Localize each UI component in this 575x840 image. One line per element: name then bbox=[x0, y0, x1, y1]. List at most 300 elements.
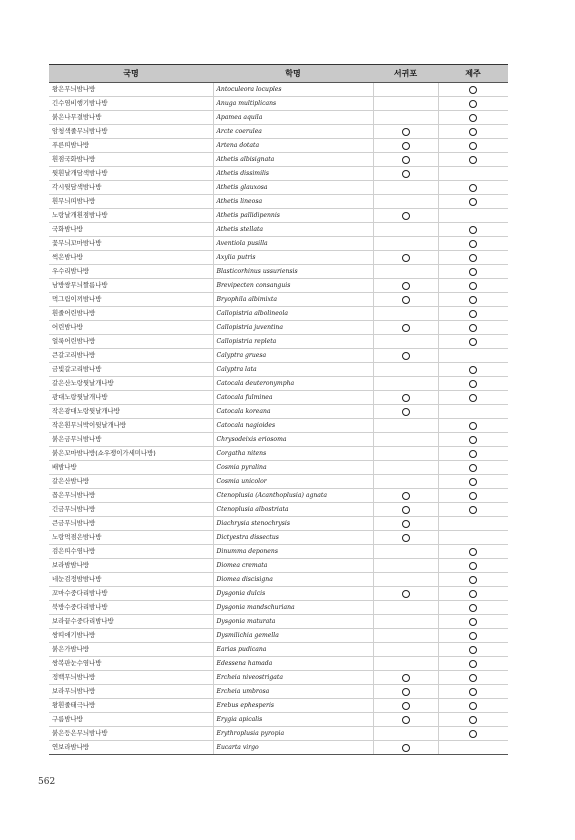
presence-circle-icon bbox=[469, 702, 477, 710]
scientific-name-cell: Corgatha nitens bbox=[213, 447, 373, 461]
korean-name-cell: 왕은무늬밤나방 bbox=[49, 83, 213, 97]
korean-name-cell: 우수리밤나방 bbox=[49, 265, 213, 279]
seogwipo-cell bbox=[373, 139, 438, 153]
presence-circle-icon bbox=[469, 240, 477, 248]
presence-circle-icon bbox=[469, 100, 477, 108]
jeju-cell bbox=[438, 251, 508, 265]
jeju-cell bbox=[438, 181, 508, 195]
seogwipo-cell bbox=[373, 573, 438, 587]
scientific-name-cell: Catocala koreana bbox=[213, 405, 373, 419]
korean-name-cell: 어린밤나방 bbox=[49, 321, 213, 335]
table-row bbox=[49, 489, 508, 503]
jeju-cell bbox=[438, 629, 508, 643]
seogwipo-cell bbox=[373, 713, 438, 727]
species-table bbox=[49, 64, 508, 755]
korean-name-cell: 큰금무늬밤나방 bbox=[49, 517, 213, 531]
jeju-cell bbox=[438, 615, 508, 629]
presence-circle-icon bbox=[402, 520, 410, 528]
table-body bbox=[49, 83, 508, 755]
presence-circle-icon bbox=[469, 254, 477, 262]
table-row bbox=[49, 97, 508, 111]
korean-name-cell: 긴수염비행기밤나방 bbox=[49, 97, 213, 111]
table-row bbox=[49, 279, 508, 293]
korean-name-cell: 붉은가밤나방 bbox=[49, 643, 213, 657]
presence-circle-icon bbox=[469, 142, 477, 150]
korean-name-cell: 각시뒷담색밤나방 bbox=[49, 181, 213, 195]
scientific-name-cell: Athetis glauxosa bbox=[213, 181, 373, 195]
scientific-name-cell: Cosmia unicolor bbox=[213, 475, 373, 489]
seogwipo-cell bbox=[373, 251, 438, 265]
presence-circle-icon bbox=[402, 156, 410, 164]
presence-circle-icon bbox=[469, 590, 477, 598]
scientific-name-cell: Cosmia pyralina bbox=[213, 461, 373, 475]
table-row bbox=[49, 685, 508, 699]
korean-name-cell: 구름밤나방 bbox=[49, 713, 213, 727]
presence-circle-icon bbox=[402, 716, 410, 724]
seogwipo-cell bbox=[373, 293, 438, 307]
seogwipo-cell bbox=[373, 405, 438, 419]
table-row bbox=[49, 111, 508, 125]
presence-circle-icon bbox=[469, 730, 477, 738]
scientific-name-cell: Callopistria repleta bbox=[213, 335, 373, 349]
korean-name-cell: 쌍띠애기밤나방 bbox=[49, 629, 213, 643]
presence-circle-icon bbox=[402, 674, 410, 682]
korean-name-cell: 보라무늬밤나방 bbox=[49, 685, 213, 699]
table-row bbox=[49, 713, 508, 727]
scientific-name-cell: Dysgonia mandschuriana bbox=[213, 601, 373, 615]
jeju-cell bbox=[438, 377, 508, 391]
presence-circle-icon bbox=[469, 576, 477, 584]
presence-circle-icon bbox=[469, 618, 477, 626]
korean-name-cell: 배밤나방 bbox=[49, 461, 213, 475]
jeju-cell bbox=[438, 517, 508, 531]
scientific-name-cell: Aventiola pusilla bbox=[213, 237, 373, 251]
seogwipo-cell bbox=[373, 475, 438, 489]
seogwipo-cell bbox=[373, 363, 438, 377]
korean-name-cell: 얼룩어린밤나방 bbox=[49, 335, 213, 349]
seogwipo-cell bbox=[373, 559, 438, 573]
korean-name-cell: 꼽은무늬밤나방 bbox=[49, 489, 213, 503]
scientific-name-cell: Ctenoplusia (Acanthoplusia) agnata bbox=[213, 489, 373, 503]
presence-circle-icon bbox=[402, 492, 410, 500]
seogwipo-cell bbox=[373, 195, 438, 209]
table-row bbox=[49, 601, 508, 615]
scientific-name-cell: Diomea cremata bbox=[213, 559, 373, 573]
table-row bbox=[49, 83, 508, 97]
table-row bbox=[49, 447, 508, 461]
table-row bbox=[49, 727, 508, 741]
seogwipo-cell bbox=[373, 615, 438, 629]
presence-circle-icon bbox=[469, 198, 477, 206]
scientific-name-cell: Dysmilichia gemella bbox=[213, 629, 373, 643]
table-row bbox=[49, 573, 508, 587]
korean-name-cell: 긴금무늬밤나방 bbox=[49, 503, 213, 517]
seogwipo-cell bbox=[373, 83, 438, 97]
jeju-cell bbox=[438, 489, 508, 503]
jeju-cell bbox=[438, 545, 508, 559]
table-row bbox=[49, 223, 508, 237]
korean-name-cell: 흰무늬띠밤나방 bbox=[49, 195, 213, 209]
jeju-cell bbox=[438, 111, 508, 125]
korean-name-cell: 꼬마수중다리밤나방 bbox=[49, 587, 213, 601]
table-row bbox=[49, 699, 508, 713]
korean-name-cell: 노랑먹점은밤나방 bbox=[49, 531, 213, 545]
seogwipo-cell bbox=[373, 671, 438, 685]
presence-circle-icon bbox=[469, 548, 477, 556]
jeju-cell bbox=[438, 503, 508, 517]
presence-circle-icon bbox=[469, 282, 477, 290]
jeju-cell bbox=[438, 349, 508, 363]
table-row bbox=[49, 587, 508, 601]
table-row bbox=[49, 335, 508, 349]
scientific-name-cell: Dysgonia dulcis bbox=[213, 587, 373, 601]
presence-circle-icon bbox=[402, 534, 410, 542]
jeju-cell bbox=[438, 699, 508, 713]
presence-circle-icon bbox=[402, 506, 410, 514]
seogwipo-cell bbox=[373, 307, 438, 321]
table-row bbox=[49, 615, 508, 629]
jeju-cell bbox=[438, 685, 508, 699]
jeju-cell bbox=[438, 433, 508, 447]
korean-name-cell: 금빛갈고리밤나방 bbox=[49, 363, 213, 377]
scientific-name-cell: Dictyestra dissectus bbox=[213, 531, 373, 545]
korean-name-cell: 북방수중다리밤나방 bbox=[49, 601, 213, 615]
korean-name-cell: 붉은등은무늬밤나방 bbox=[49, 727, 213, 741]
presence-circle-icon bbox=[469, 450, 477, 458]
jeju-cell bbox=[438, 741, 508, 755]
scientific-name-cell: Dinumma deponens bbox=[213, 545, 373, 559]
species-table-container bbox=[49, 64, 508, 755]
seogwipo-cell bbox=[373, 153, 438, 167]
korean-name-cell: 광대노랑뒷날개나방 bbox=[49, 391, 213, 405]
jeju-cell bbox=[438, 307, 508, 321]
jeju-cell bbox=[438, 419, 508, 433]
scientific-name-cell: Ctenoplusia albostriata bbox=[213, 503, 373, 517]
scientific-name-cell: Athetis stellata bbox=[213, 223, 373, 237]
jeju-cell bbox=[438, 153, 508, 167]
korean-name-cell: 작은광대노랑뒷날개나방 bbox=[49, 405, 213, 419]
presence-circle-icon bbox=[469, 128, 477, 136]
jeju-cell bbox=[438, 223, 508, 237]
korean-name-cell: 국화밤나방 bbox=[49, 223, 213, 237]
table-row bbox=[49, 517, 508, 531]
jeju-cell bbox=[438, 573, 508, 587]
scientific-name-cell: Dysgonia maturata bbox=[213, 615, 373, 629]
korean-name-cell: 작은흰무늬박이뒷날개나방 bbox=[49, 419, 213, 433]
korean-name-cell: 꽃무늬꼬마밤나방 bbox=[49, 237, 213, 251]
seogwipo-cell bbox=[373, 349, 438, 363]
jeju-cell bbox=[438, 83, 508, 97]
presence-circle-icon bbox=[469, 268, 477, 276]
seogwipo-cell bbox=[373, 209, 438, 223]
table-row bbox=[49, 293, 508, 307]
korean-name-cell: 먹그림이끼밤나방 bbox=[49, 293, 213, 307]
seogwipo-cell bbox=[373, 125, 438, 139]
table-row bbox=[49, 377, 508, 391]
jeju-cell bbox=[438, 643, 508, 657]
presence-circle-icon bbox=[469, 562, 477, 570]
presence-circle-icon bbox=[469, 296, 477, 304]
table-row bbox=[49, 671, 508, 685]
presence-circle-icon bbox=[469, 226, 477, 234]
seogwipo-cell bbox=[373, 111, 438, 125]
presence-circle-icon bbox=[469, 646, 477, 654]
seogwipo-cell bbox=[373, 237, 438, 251]
korean-name-cell: 썩은밤나방 bbox=[49, 251, 213, 265]
presence-circle-icon bbox=[469, 114, 477, 122]
presence-circle-icon bbox=[469, 394, 477, 402]
scientific-name-cell: Callopistria juventina bbox=[213, 321, 373, 335]
table-row bbox=[49, 251, 508, 265]
table-row bbox=[49, 125, 508, 139]
presence-circle-icon bbox=[469, 492, 477, 500]
table-row bbox=[49, 195, 508, 209]
page-number: 562 bbox=[38, 777, 56, 787]
scientific-name-cell: Antoculeora locuples bbox=[213, 83, 373, 97]
seogwipo-cell bbox=[373, 447, 438, 461]
table-row bbox=[49, 545, 508, 559]
jeju-cell bbox=[438, 475, 508, 489]
presence-circle-icon bbox=[402, 128, 410, 136]
scientific-name-cell: Athetis dissimilis bbox=[213, 167, 373, 181]
jeju-cell bbox=[438, 139, 508, 153]
seogwipo-cell bbox=[373, 223, 438, 237]
presence-circle-icon bbox=[402, 352, 410, 360]
scientific-name-cell: Anuga multiplicans bbox=[213, 97, 373, 111]
seogwipo-cell bbox=[373, 643, 438, 657]
seogwipo-cell bbox=[373, 167, 438, 181]
korean-name-cell: 왕흰줄태극나방 bbox=[49, 699, 213, 713]
korean-name-cell: 큰갈고리밤나방 bbox=[49, 349, 213, 363]
korean-name-cell: 푸른띠밤나방 bbox=[49, 139, 213, 153]
presence-circle-icon bbox=[469, 436, 477, 444]
jeju-cell bbox=[438, 237, 508, 251]
seogwipo-cell bbox=[373, 545, 438, 559]
scientific-name-cell: Calyptra gruesa bbox=[213, 349, 373, 363]
korean-name-cell: 연보라밤나방 bbox=[49, 741, 213, 755]
seogwipo-cell bbox=[373, 531, 438, 545]
korean-name-cell: 노랑날개흰점밤나방 bbox=[49, 209, 213, 223]
seogwipo-cell bbox=[373, 517, 438, 531]
korean-name-cell: 보라밤밤나방 bbox=[49, 559, 213, 573]
jeju-cell bbox=[438, 279, 508, 293]
table-row bbox=[49, 643, 508, 657]
scientific-name-cell: Catocala fulminea bbox=[213, 391, 373, 405]
scientific-name-cell: Arcte coerulea bbox=[213, 125, 373, 139]
scientific-name-cell: Erythroplusia pyropia bbox=[213, 727, 373, 741]
seogwipo-cell bbox=[373, 181, 438, 195]
korean-name-cell: 붉은나무결밤나방 bbox=[49, 111, 213, 125]
jeju-cell bbox=[438, 97, 508, 111]
korean-name-cell: 갈은산노랑뒷날개나방 bbox=[49, 377, 213, 391]
jeju-cell bbox=[438, 363, 508, 377]
jeju-cell bbox=[438, 727, 508, 741]
jeju-cell bbox=[438, 209, 508, 223]
presence-circle-icon bbox=[469, 156, 477, 164]
table-row bbox=[49, 475, 508, 489]
seogwipo-cell bbox=[373, 629, 438, 643]
table-row bbox=[49, 181, 508, 195]
presence-circle-icon bbox=[469, 86, 477, 94]
presence-circle-icon bbox=[469, 380, 477, 388]
jeju-cell bbox=[438, 601, 508, 615]
scientific-name-cell: Erebus ephesperis bbox=[213, 699, 373, 713]
jeju-cell bbox=[438, 447, 508, 461]
jeju-cell bbox=[438, 125, 508, 139]
header-row bbox=[49, 65, 508, 83]
scientific-name-cell: Eucarta virgo bbox=[213, 741, 373, 755]
table-row bbox=[49, 167, 508, 181]
scientific-name-cell: Chrysodeixis eriosoma bbox=[213, 433, 373, 447]
presence-circle-icon bbox=[402, 688, 410, 696]
jeju-cell bbox=[438, 321, 508, 335]
korean-name-cell: 검은띠수염나방 bbox=[49, 545, 213, 559]
korean-name-cell: 쌍복판눈수염나방 bbox=[49, 657, 213, 671]
jeju-cell bbox=[438, 559, 508, 573]
scientific-name-cell: Edessena hamada bbox=[213, 657, 373, 671]
scientific-name-cell: Ercheia niveostrigata bbox=[213, 671, 373, 685]
table-row bbox=[49, 321, 508, 335]
seogwipo-cell bbox=[373, 685, 438, 699]
table-row bbox=[49, 531, 508, 545]
scientific-name-cell: Catocala nagioides bbox=[213, 419, 373, 433]
presence-circle-icon bbox=[469, 310, 477, 318]
presence-circle-icon bbox=[402, 590, 410, 598]
presence-circle-icon bbox=[402, 142, 410, 150]
jeju-cell bbox=[438, 265, 508, 279]
seogwipo-cell bbox=[373, 601, 438, 615]
presence-circle-icon bbox=[469, 338, 477, 346]
presence-circle-icon bbox=[402, 394, 410, 402]
header-seogwipo: 서귀포 bbox=[373, 65, 438, 83]
table-row bbox=[49, 419, 508, 433]
seogwipo-cell bbox=[373, 321, 438, 335]
scientific-name-cell: Earias pudicana bbox=[213, 643, 373, 657]
seogwipo-cell bbox=[373, 489, 438, 503]
seogwipo-cell bbox=[373, 587, 438, 601]
table-row bbox=[49, 153, 508, 167]
presence-circle-icon bbox=[402, 324, 410, 332]
korean-name-cell: 붉은금무늬밤나방 bbox=[49, 433, 213, 447]
presence-circle-icon bbox=[469, 464, 477, 472]
seogwipo-cell bbox=[373, 503, 438, 517]
korean-name-cell: 뒷흰날개담색밤나방 bbox=[49, 167, 213, 181]
table-row bbox=[49, 657, 508, 671]
korean-name-cell: 붉은꼬마밤나방(쇼우쟁이가세미나방) bbox=[49, 447, 213, 461]
jeju-cell bbox=[438, 195, 508, 209]
scientific-name-cell: Blasticorhinus ussuriensis bbox=[213, 265, 373, 279]
table-row bbox=[49, 405, 508, 419]
jeju-cell bbox=[438, 657, 508, 671]
seogwipo-cell bbox=[373, 279, 438, 293]
korean-name-cell: 갈은산밤나방 bbox=[49, 475, 213, 489]
seogwipo-cell bbox=[373, 699, 438, 713]
korean-name-cell: 정백무늬밤나방 bbox=[49, 671, 213, 685]
table-row bbox=[49, 349, 508, 363]
korean-name-cell: 암청색줄무늬밤나방 bbox=[49, 125, 213, 139]
table-header bbox=[49, 65, 508, 83]
scientific-name-cell: Bryophila albimixta bbox=[213, 293, 373, 307]
presence-circle-icon bbox=[402, 702, 410, 710]
jeju-cell bbox=[438, 391, 508, 405]
scientific-name-cell: Erygia apicalis bbox=[213, 713, 373, 727]
scientific-name-cell: Diomea discisigna bbox=[213, 573, 373, 587]
jeju-cell bbox=[438, 531, 508, 545]
korean-name-cell: 흰줄어린밤나방 bbox=[49, 307, 213, 321]
korean-name-cell: 남방쌍무늬짤름나방 bbox=[49, 279, 213, 293]
table-row bbox=[49, 433, 508, 447]
seogwipo-cell bbox=[373, 657, 438, 671]
presence-circle-icon bbox=[469, 506, 477, 514]
scientific-name-cell: Athetis albisignata bbox=[213, 153, 373, 167]
seogwipo-cell bbox=[373, 461, 438, 475]
scientific-name-cell: Apamea aquila bbox=[213, 111, 373, 125]
scientific-name-cell: Axylia putris bbox=[213, 251, 373, 265]
scientific-name-cell: Athetis lineosa bbox=[213, 195, 373, 209]
table-row bbox=[49, 363, 508, 377]
header-scientific-name: 학명 bbox=[213, 65, 373, 83]
seogwipo-cell bbox=[373, 433, 438, 447]
presence-circle-icon bbox=[402, 170, 410, 178]
presence-circle-icon bbox=[469, 688, 477, 696]
scientific-name-cell: Calyptra lata bbox=[213, 363, 373, 377]
seogwipo-cell bbox=[373, 419, 438, 433]
presence-circle-icon bbox=[469, 632, 477, 640]
table-row bbox=[49, 265, 508, 279]
scientific-name-cell: Ercheia umbrosa bbox=[213, 685, 373, 699]
jeju-cell bbox=[438, 167, 508, 181]
korean-name-cell: 흰점국화밤나방 bbox=[49, 153, 213, 167]
presence-circle-icon bbox=[469, 674, 477, 682]
jeju-cell bbox=[438, 335, 508, 349]
scientific-name-cell: Callopistria albolineola bbox=[213, 307, 373, 321]
seogwipo-cell bbox=[373, 377, 438, 391]
header-korean-name: 국명 bbox=[49, 65, 213, 83]
table-row bbox=[49, 209, 508, 223]
jeju-cell bbox=[438, 461, 508, 475]
seogwipo-cell bbox=[373, 265, 438, 279]
jeju-cell bbox=[438, 713, 508, 727]
seogwipo-cell bbox=[373, 335, 438, 349]
table-row bbox=[49, 741, 508, 755]
table-row bbox=[49, 237, 508, 251]
jeju-cell bbox=[438, 671, 508, 685]
presence-circle-icon bbox=[402, 744, 410, 752]
presence-circle-icon bbox=[469, 660, 477, 668]
scientific-name-cell: Brevipecten consanguis bbox=[213, 279, 373, 293]
seogwipo-cell bbox=[373, 97, 438, 111]
korean-name-cell: 보라끝수중다리밤나방 bbox=[49, 615, 213, 629]
korean-name-cell: 네눈검정밤밤나방 bbox=[49, 573, 213, 587]
table-row bbox=[49, 461, 508, 475]
presence-circle-icon bbox=[402, 408, 410, 416]
presence-circle-icon bbox=[469, 604, 477, 612]
seogwipo-cell bbox=[373, 391, 438, 405]
scientific-name-cell: Catocala deuteronympha bbox=[213, 377, 373, 391]
presence-circle-icon bbox=[402, 282, 410, 290]
jeju-cell bbox=[438, 293, 508, 307]
jeju-cell bbox=[438, 405, 508, 419]
table-row bbox=[49, 503, 508, 517]
table-row bbox=[49, 139, 508, 153]
presence-circle-icon bbox=[469, 478, 477, 486]
table-row bbox=[49, 391, 508, 405]
table-row bbox=[49, 629, 508, 643]
presence-circle-icon bbox=[402, 254, 410, 262]
presence-circle-icon bbox=[469, 422, 477, 430]
seogwipo-cell bbox=[373, 727, 438, 741]
presence-circle-icon bbox=[402, 296, 410, 304]
